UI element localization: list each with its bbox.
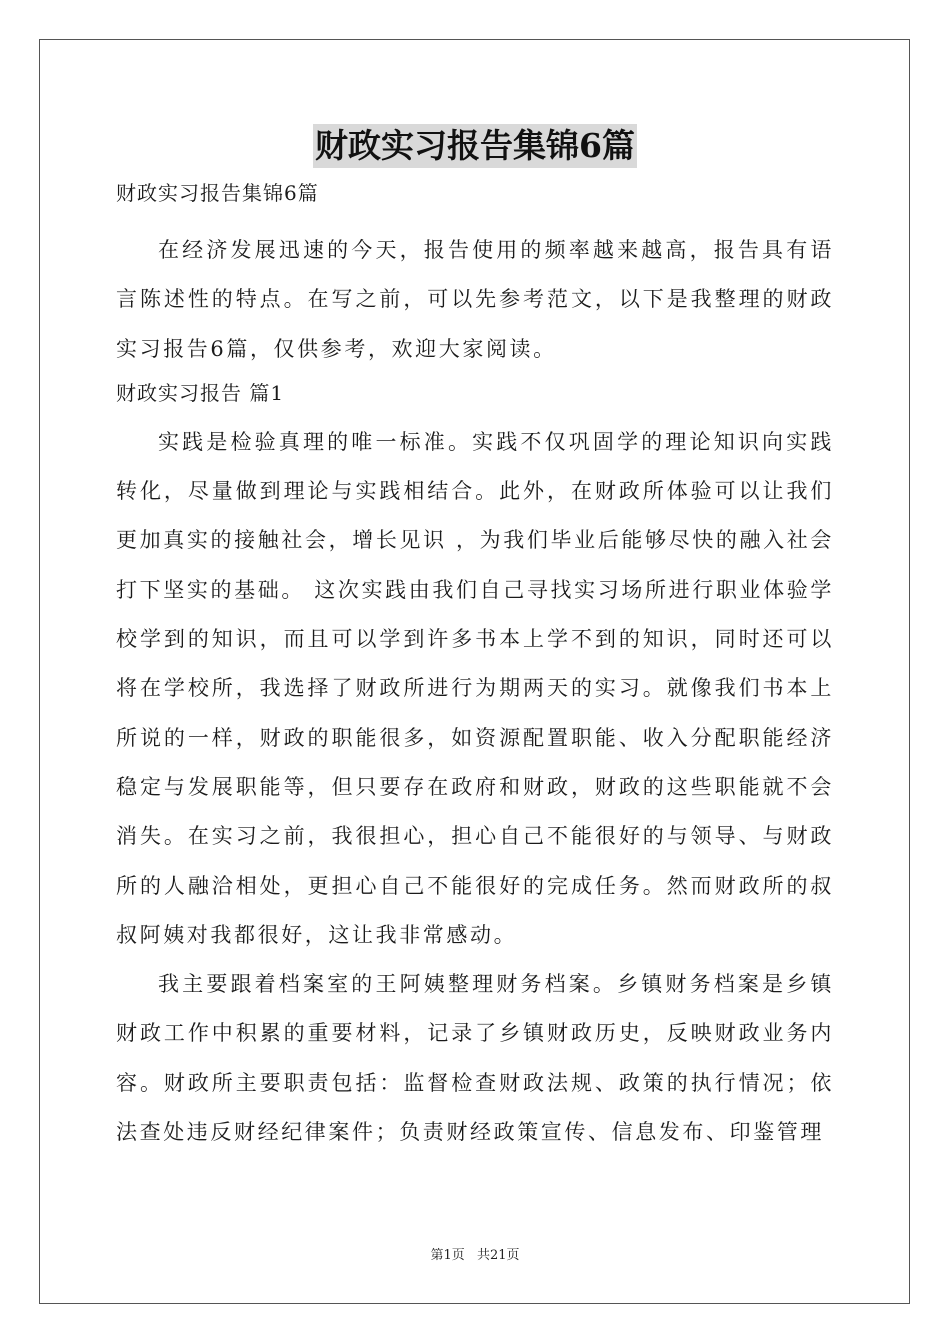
page-footer [0, 1247, 950, 1265]
title-wrap [116, 124, 834, 172]
body-paragraph-2: 我主要跟着档案室的王阿姨整理财务档案。乡镇财务档案是乡镇财政工作中积累的重要材料，记录了乡镇财政历史，反映财政业务内容。财政所主要职责包括：监督检查财政法规、政策的执行情况；依法查处违反财经纪律案件；负责财经政策宣传、信息发布、印鉴管理 [116, 972, 834, 1145]
document-body [116, 124, 834, 1157]
document-title: 财政实习报告集锦6篇 [313, 124, 637, 168]
total-pages: 共21页 [476, 1248, 520, 1263]
page-number: 第1页 [430, 1248, 465, 1263]
section-heading: 财政实习报告 篇1 [116, 380, 285, 405]
intro-paragraph: 在经济发展迅速的今天，报告使用的频率越来越高，报告具有语言陈述性的特点。在写之前，可以先参考范文，以下是我整理的财政实习报告6篇，仅供参考，欢迎大家阅读。 [116, 238, 834, 361]
body-paragraph-1: 实践是检验真理的唯一标准。实践不仅巩固学的理论知识向实践转化，尽量做到理论与实践相结合。此外，在财政所体验可以让我们更加真实的接触社会，增长见识 ，为我们毕业后能够尽快的融入社会打下坚实的基础。 这次实践由我们自己寻找实习场所进行职业体验学校学到的知识，而且可以学到许多书本上学不到的知识，同时还可以将在学校所，我选择了财政所进行为期两天的实习。就像我们书本上所说的一样，财政的职能很多，如资源配置职能、收入分配职能经济稳定与发展职能等，但只要存在政府和财政，财政的这些职能就不会消失。在实习之前，我很担心，担心自己不能很好的与领导、与财政所的人融洽相处，更担心自己不能很好的完成任务。然而财政所的叔叔阿姨对我都很好，这让我非常感动。 [116, 429, 834, 947]
document-subtitle: 财政实习报告集锦6篇 [116, 181, 319, 205]
